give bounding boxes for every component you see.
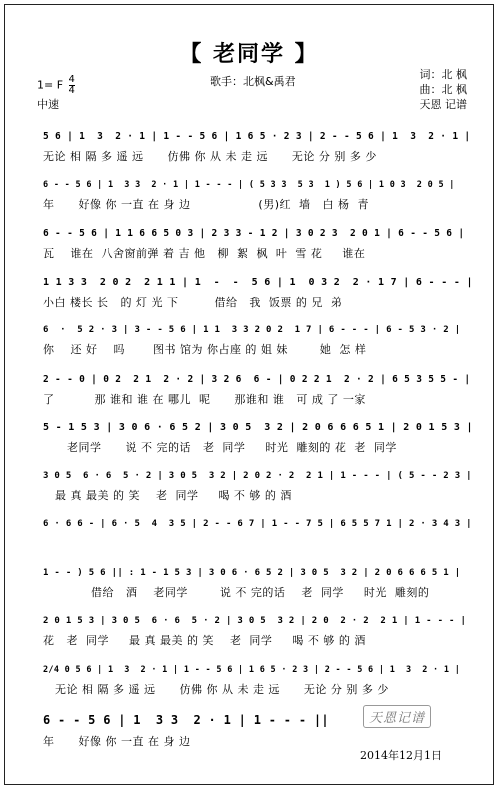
lyrics-line: 无论 相 隔 多 遥 远 仿佛 你 从 未 走 远 无论 分 别 多 少 xyxy=(43,682,389,696)
notation-line: 1 - - ) 5 6 || : 1 - 1 5 3 | 3 0 6 · 6 5 2 | 3 0 5 3 2 | 2 0 6 6 6 5 1 | xyxy=(43,567,461,578)
score-system xyxy=(43,277,473,310)
score-system xyxy=(43,665,473,697)
notation-line: 6 · 5 2 · 3 | 3 - - 5 6 | 1 1 3 3 2 0 2 1 7 | 6 - - - | 6 - 5 3 · 2 | xyxy=(43,325,461,335)
score-system xyxy=(43,131,473,164)
notation-line: 2 0 1 5 3 | 3 0 5 6 · 6 5 · 2 | 3 0 5 3 2 | 2 0 2 · 2 2 1 | 1 - - - | xyxy=(43,616,467,626)
key-signature xyxy=(37,75,75,96)
song-title: 【 老同学 】 xyxy=(179,42,319,67)
notation-line: 6 · 6 6 - | 6 · 5 4 3 5 | 2 - - 6 7 | 1 - - 7 5 | 6 5 5 7 1 | 2 · 3 4 3 | xyxy=(43,519,472,529)
score-system xyxy=(43,471,473,503)
lyrics-line: 老同学 说 不 完的话 老 同学 时光 雕刻的 花 老 同学 xyxy=(43,441,397,454)
notation-line: 6 - - 5 6 | 1 3 3 2 · 1 | 1 - - - || xyxy=(43,713,329,727)
date-stamp: 2014年12月1日 xyxy=(360,749,442,762)
notation-line: 6 - - 5 6 | 1 3 3 2 · 1 | 1 - - - | ( 5 3 3 5 3 1 ) 5 6 | 1 0 3 2 0 5 | xyxy=(43,179,455,190)
notation-line: 5 6 | 1 3 2 · 1 | 1 - - 5 6 | 1 6 5 · 2 3 | 2 - - 5 6 | 1 3 2 · 1 | xyxy=(43,131,471,142)
notation-line: 3 0 5 6 · 6 5 · 2 | 3 0 5 3 2 | 2 0 2 · 2 2 1 | 1 - - - | ( 5 - - 2 3 | xyxy=(43,470,472,481)
score-system xyxy=(43,422,473,455)
composer-credit: 曲：北 枫 xyxy=(419,83,467,96)
lyrics-line: 无论 相 隔 多 遥 远 仿佛 你 从 未 走 远 无论 分 别 多 少 xyxy=(43,150,377,163)
lyrics-line: 最 真 最美 的 笑 老 同学 喝 不 够 的 酒 xyxy=(43,488,292,502)
key-label: 1= F xyxy=(37,78,64,92)
score-system xyxy=(43,228,473,261)
time-signature-top: 4 xyxy=(68,74,75,85)
notation-line: 6 - - 5 6 | 1 1 6 6 5 0 3 | 2 3 3 - 1 2 | 3 0 2 3 2 0 1 | 6 - - 5 6 | xyxy=(43,228,465,239)
time-signature xyxy=(69,75,75,96)
lyrics-line: 年 好像 你 一直 在 身 边 xyxy=(43,735,191,748)
transcriber-seal: 天恩记谱 xyxy=(363,705,431,728)
lyrics-line: 年 好像 你 一直 在 身 边 (男)红 墙 白 杨 青 xyxy=(43,197,369,211)
score-system xyxy=(43,568,473,600)
notation-line: 2 - - 0 | 0 2 2 1 2 · 2 | 3 2 6 6 - | 0 2 2 1 2 · 2 | 6 5 3 5 5 - | xyxy=(43,373,471,385)
notation-line: 5 - 1 5 3 | 3 0 6 · 6 5 2 | 3 0 5 3 2 | 2 0 6 6 6 5 1 | 2 0 1 5 3 | xyxy=(43,422,473,433)
tempo-marking: 中速 xyxy=(37,98,59,111)
lyrics-line: 瓦 谁在 八舍窗前弹 着 吉 他 柳 絮 枫 叶 雪 花 谁在 xyxy=(43,247,366,260)
lyrics-line: 了 那 谁和 谁 在 哪儿 呢 那谁和 谁 可 成 了 一家 xyxy=(43,392,366,406)
score-system xyxy=(43,616,473,648)
lyrics-line: 你 还 好 吗 图书 馆为 你占座 的 姐 妹 她 怎 样 xyxy=(43,343,367,356)
lyrics-line: 借给 酒 老同学 说 不 完的话 老 同学 时光 雕刻的 xyxy=(43,585,430,599)
score-system xyxy=(43,180,473,212)
lyrics-line: 花 老 同学 最 真 最美 的 笑 老 同学 喝 不 够 的 酒 xyxy=(43,634,366,647)
singers-credit: 歌手：北枫&禹君 xyxy=(210,75,296,88)
score-system xyxy=(43,374,473,407)
notation-line: 2/4 0 5 6 | 1 3 2 · 1 | 1 - - 5 6 | 1 6 5 · 2 3 | 2 - - 5 6 | 1 3 2 · 1 | xyxy=(43,664,461,675)
lyricist-credit: 词：北 枫 xyxy=(419,68,467,81)
lyrics-line: 小白 楼长 长 的 灯 光 下 借给 我 饭票 的 兄 弟 xyxy=(43,295,343,309)
score-system xyxy=(43,519,473,535)
credits-block xyxy=(420,67,468,112)
notation-line: 1 1 3 3 2 0 2 2 1 1 | 1 - - 5 6 | 1 0 3 2 2 · 1 7 | 6 - - - | xyxy=(43,276,473,288)
transcriber-credit: 天恩 记谱 xyxy=(419,98,467,111)
time-signature-bottom: 4 xyxy=(68,85,75,96)
score-system xyxy=(43,325,473,357)
score-page xyxy=(4,4,494,785)
